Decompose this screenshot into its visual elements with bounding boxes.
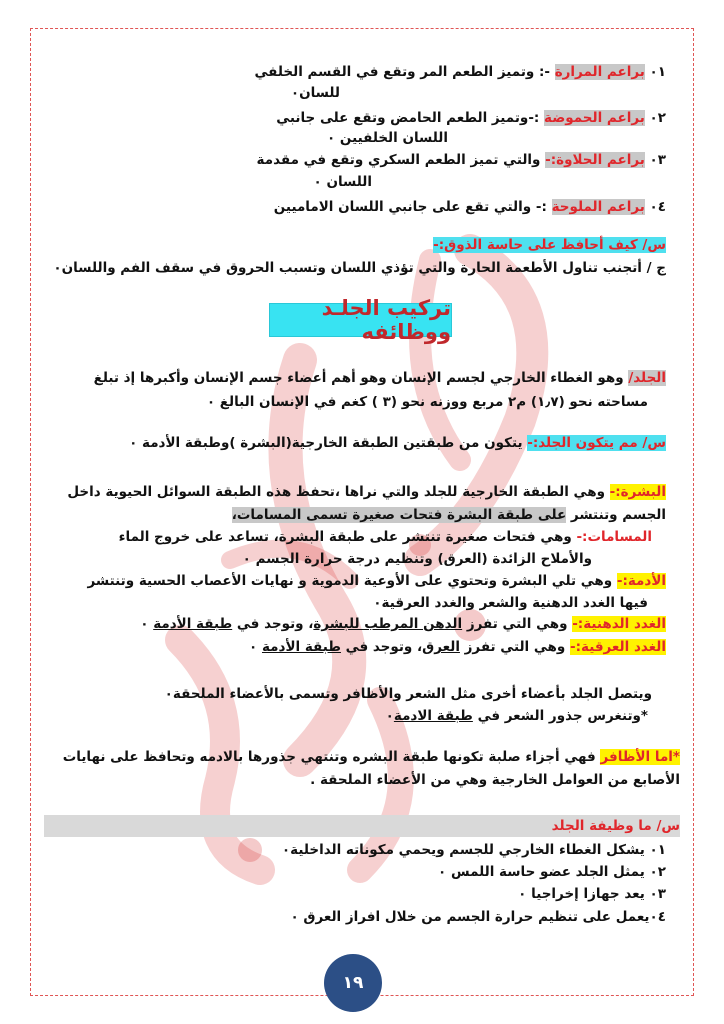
skin-definition — [94, 368, 666, 388]
function-text: ٠١ يشكل الغطاء الخارجي للجسم ويحمي مكوناته الداخلية٠ — [281, 842, 666, 858]
taste-bud-item-cont — [291, 83, 340, 103]
paragraph-text: فهي أجزاء صلبة تكونها طبقة البشره وتنتهي جذورها بالادمه وتحافظ على نهايات — [62, 749, 596, 765]
question-text: س/ كيف أحافظ على حاسة الذوق:- — [433, 237, 666, 253]
paragraph-text: فيها الغدد الدهنية والشعر والغدد العرقية٠ — [373, 595, 648, 611]
sweat-glands — [249, 637, 666, 657]
appendages-line — [165, 684, 652, 704]
gland-text: ٠ — [249, 639, 258, 655]
function-item — [290, 907, 666, 927]
function-item — [438, 862, 666, 882]
item-text: اللسان ٠ — [313, 174, 372, 190]
dermis-term: الأدمة:- — [616, 573, 666, 589]
epidermis-paragraph — [67, 482, 666, 502]
paragraph-text: *وتنغرس جذور الشعر في — [477, 708, 648, 724]
gland-term: الغدد العرقية:- — [570, 639, 666, 655]
paragraph-text: وهي تلي البشرة وتحتوي على الأوعية الدموية و نهايات الأعصاب الحسية وتنتشر — [87, 573, 613, 589]
question-skin-function — [552, 816, 680, 836]
dermis-paragraph-cont — [373, 593, 648, 613]
skin-term: الجلد/ — [628, 370, 666, 386]
paragraph-text: ٠ — [385, 708, 394, 724]
sebaceous-glands — [140, 614, 666, 634]
epidermis-term: البشرة:- — [609, 484, 666, 500]
nails-paragraph — [63, 747, 680, 767]
item-text: -: وتميز الطعم المر وتقع في القسم الخلفي — [254, 64, 550, 80]
question-skin-layers — [129, 433, 666, 453]
function-text: ٠٢ يمثل الجلد عضو حاسة اللمس ٠ — [438, 864, 666, 880]
taste-bud-item — [257, 150, 666, 170]
pores-term: المسامات:- — [576, 529, 652, 545]
taste-bud-item-cont — [314, 172, 373, 192]
taste-bud-item-cont — [327, 128, 448, 148]
item-number: ٠١ — [649, 64, 666, 80]
page-number-badge — [324, 954, 382, 1012]
answer-protect-taste — [53, 258, 666, 278]
gland-text: ٠ — [140, 616, 149, 632]
gland-text: ، وتوجد في — [345, 639, 423, 655]
item-term: براعم الملوحة — [551, 199, 645, 215]
function-text: ٠٤يعمل على تنظيم حرارة الجسم من خلال افراز العرق ٠ — [290, 909, 666, 925]
item-number: ٠٣ — [649, 152, 666, 168]
highlighted-text: على طبقة البشرة فتحات صغيرة تسمى المسامات، — [231, 507, 567, 523]
item-text: والتي تميز الطعم السكري وتقع في مقدمة — [256, 152, 541, 168]
taste-bud-item — [276, 108, 666, 128]
paragraph-text: الأصابع من العوامل الخارجية وهي من الأعضاء الملحقة . — [310, 772, 680, 788]
paragraph-text: والأملاح الزائدة (العرق) وتنظيم درجة حرارة الجسم ٠ — [242, 551, 592, 567]
hair-roots-line — [386, 706, 648, 726]
definition-text: وهو الغطاء الخارجي لجسم الإنسان وهو أهم أعضاء جسم الإنسان وأكبرها إذ تبلغ — [93, 370, 624, 386]
nails-paragraph-cont — [310, 770, 680, 790]
gland-secretion: الدهن المرطب للبشرة — [313, 616, 463, 632]
answer-text: يتكون من طبقتين الطبقة الخارجية(البشرة )وطبقة الأدمة ٠ — [129, 435, 523, 451]
section-title: تركيب الجلـد ووظائفه — [321, 296, 451, 344]
section-title-box — [269, 296, 452, 344]
epidermis-paragraph-cont — [232, 505, 666, 525]
question-protect-taste — [433, 235, 666, 255]
item-number: ٠٤ — [649, 199, 666, 215]
page-number: ١٩ — [342, 973, 364, 993]
paragraph-text: ويتصل الجلد بأعضاء أخرى مثل الشعر والأظافر وتسمى بالأعضاء الملحقة٠ — [164, 686, 652, 702]
paragraph-text: الجسم وتنتشر — [570, 507, 666, 523]
pores-paragraph — [119, 527, 652, 547]
definition-text: مساحته نحو (١٫٧) م٢ مربع ووزنه نحو (٣ ) كغم في الإنسان البالغ ٠ — [206, 394, 648, 410]
paragraph-text: وهي فتحات صغيرة تنتشر على طبقة البشرة، تساعد على خروج الماء — [118, 529, 572, 545]
question-text: س/ مم يتكون الجلد:- — [527, 435, 666, 451]
item-text: :- والتي تقع على جانبي اللسان الاماميين — [273, 199, 547, 215]
gland-location: طبقة الأدمة — [153, 616, 233, 632]
skin-definition-cont — [207, 392, 648, 412]
taste-bud-item — [255, 62, 666, 82]
underlined-text: طبقة الادمة — [393, 708, 473, 724]
taste-bud-item — [274, 197, 666, 217]
dermis-paragraph — [88, 571, 666, 591]
function-text: ٠٣ يعد جهازا إخراجيا ٠ — [518, 886, 666, 902]
question-text: س/ ما وظيفة الجلد — [551, 818, 680, 834]
gland-location: طبقة الأدمة — [261, 639, 341, 655]
item-text: اللسان الخلفيين ٠ — [326, 130, 448, 146]
item-term: براعم الحموضة — [544, 110, 645, 126]
gland-text: وهي التي تفرز — [464, 639, 566, 655]
item-term: براعم المرارة — [554, 64, 645, 80]
gland-secretion: العرق — [422, 639, 460, 655]
paragraph-text: وهي الطبقة الخارجية للجلد والتي نراها ،تحفظ هذه الطبقة السوائل الحيوية داخل — [67, 484, 605, 500]
gland-text: وهي التي تفرز — [466, 616, 568, 632]
function-item — [518, 884, 666, 904]
item-text: :-وتميز الطعم الحامض وتقع على جانبي — [276, 110, 540, 126]
answer-text: ج / أتجنب تناول الأطعمة الحارة والتي تؤذي اللسان وتسبب الحروق في سقف الفم واللسان٠ — [53, 260, 666, 276]
item-text: للسان٠ — [290, 85, 340, 101]
item-term: براعم الحلاوة:- — [545, 152, 645, 168]
gland-text: ، وتوجد في — [236, 616, 314, 632]
item-number: ٠٢ — [649, 110, 666, 126]
function-item — [282, 840, 666, 860]
pores-paragraph-cont — [243, 549, 592, 569]
nails-term: *اما الأظافر — [600, 749, 680, 765]
gland-term: الغدد الدهنية:- — [572, 616, 666, 632]
